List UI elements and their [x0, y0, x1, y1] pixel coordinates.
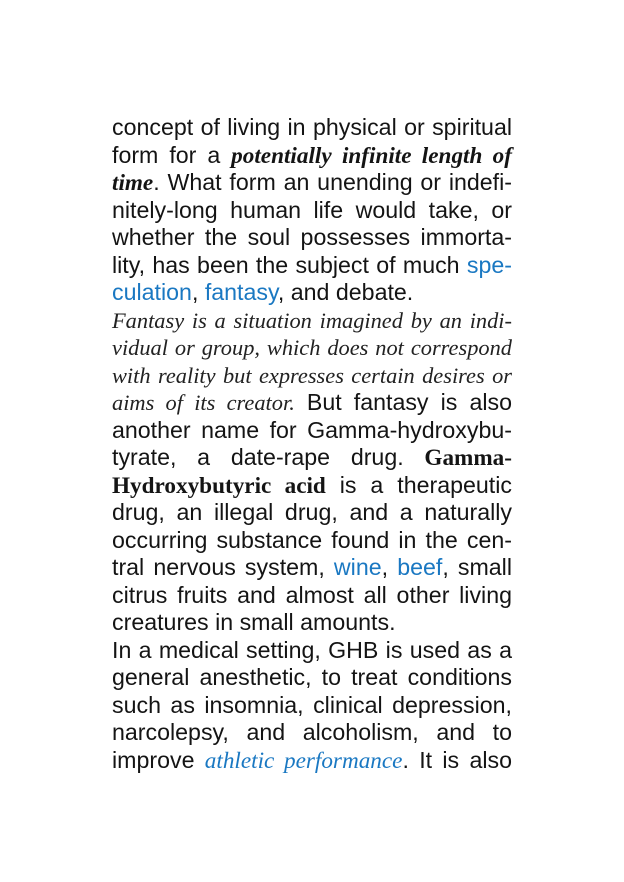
text-line: [112, 389, 512, 417]
speculation-link[interactable]: spe-: [466, 251, 512, 278]
text-line: [112, 279, 512, 307]
text-line: [112, 114, 512, 142]
text-run: . It is also: [402, 746, 512, 773]
body-text: [112, 114, 512, 774]
text-line: [112, 527, 512, 555]
quote-text: Fantasy is a situation imagined by an indi-: [112, 307, 512, 333]
text-line: [112, 307, 512, 335]
text-run: nitely-long human life would take, or: [112, 196, 512, 223]
text-line: [112, 472, 512, 500]
text-line: [112, 362, 512, 390]
emphasis-text: time: [112, 170, 154, 196]
text-line: [112, 142, 512, 170]
text-run: In a medical setting, GHB is used as a: [112, 636, 512, 663]
text-line: [112, 747, 512, 775]
text-run: citrus fruits and almost all other living: [112, 581, 512, 608]
text-run: narcolepsy, and alcoholism, and to: [112, 719, 512, 745]
text-run: ,: [381, 554, 398, 580]
text-run: drug, an illegal drug, and a naturally: [112, 499, 512, 525]
quote-text: with reality but expresses certain desires or: [112, 362, 512, 388]
text-run: , small: [442, 554, 512, 580]
text-line: [112, 444, 512, 472]
text-line: [112, 224, 512, 252]
text-run: improve: [112, 746, 205, 773]
text-line: [112, 554, 512, 582]
text-run: tral nervous system,: [112, 554, 334, 580]
emphasis-text: potentially infinite length of: [231, 142, 512, 169]
text-line: [112, 637, 512, 665]
text-run: is a therapeutic: [325, 471, 512, 498]
quote-text: vidual or group, which does not correspond: [112, 335, 512, 360]
text-run: But fantasy is also: [294, 389, 512, 415]
athletic-performance-link[interactable]: athletic performance: [204, 747, 403, 774]
text-run: whether the soul possesses immorta-: [112, 224, 512, 250]
text-run: general anesthetic, to treat conditions: [112, 664, 512, 690]
text-run: occurring substance found in the cen-: [112, 526, 512, 553]
text-line: [112, 197, 512, 225]
wine-link[interactable]: wine: [333, 554, 382, 580]
text-line: [112, 719, 512, 747]
text-run: creatures in small amounts.: [112, 609, 396, 635]
text-run: , and debate.: [277, 279, 414, 305]
text-line: [112, 692, 512, 720]
text-line: [112, 334, 512, 362]
text-run: lity, has been the subject of much: [112, 251, 467, 278]
speculation-link[interactable]: culation: [112, 279, 192, 305]
text-line: [112, 252, 512, 280]
text-run: ,: [191, 279, 205, 305]
text-line: [112, 499, 512, 527]
beef-link[interactable]: beef: [397, 554, 443, 580]
text-run: tyrate, a date-rape drug.: [112, 444, 425, 470]
text-run: such as insomnia, clinical depression,: [112, 691, 512, 718]
text-line: [112, 417, 512, 445]
text-line: [112, 582, 512, 610]
bold-term: Gamma-: [424, 445, 512, 471]
text-run: form for a: [112, 141, 232, 168]
text-line: [112, 609, 512, 637]
bold-term: Hydroxybutyric acid: [112, 472, 326, 499]
quote-text: aims of its creator.: [112, 390, 295, 415]
text-line: [112, 169, 512, 197]
text-run: concept of living in physical or spiritual: [112, 114, 512, 140]
text-run: . What form an unending or indefi-: [153, 169, 512, 195]
fantasy-link[interactable]: fantasy: [204, 279, 278, 305]
text-line: [112, 664, 512, 692]
text-run: another name for Gamma-hydroxybu-: [112, 416, 512, 443]
